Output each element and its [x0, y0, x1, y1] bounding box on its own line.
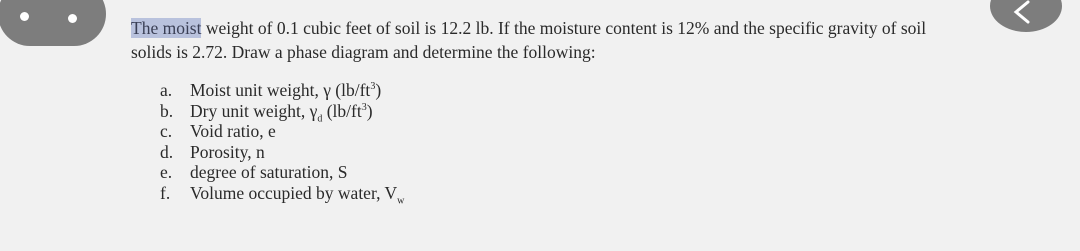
list-item: [160, 121, 404, 142]
item-text: Moist unit weight, γ $(lb/ft^3)$: [190, 80, 382, 100]
item-letter: b.: [160, 100, 174, 121]
list-item: [160, 80, 404, 101]
item-letter: a.: [160, 80, 173, 100]
list-item: [160, 142, 404, 163]
highlighted-text: The moist: [131, 18, 202, 38]
question-list: [160, 80, 405, 206]
list-item: [160, 183, 404, 204]
item-letter: e.: [160, 162, 173, 182]
dot-icon: [68, 14, 77, 23]
item-text: Void ratio, e: [190, 121, 276, 141]
dot-icon: [20, 12, 29, 21]
item-letter: c.: [160, 121, 173, 141]
item-letter: f.: [160, 182, 171, 203]
close-button[interactable]: [990, 0, 1062, 32]
item-text: Porosity, n: [190, 141, 265, 162]
item-text: Dry unit weight, $\gamma_d$ $(lb/ft^3)$: [190, 100, 373, 124]
item-text: degree of saturation, S: [190, 162, 348, 182]
statement-text: weight of 0.1 cubic feet of soil is 12.2 lb. If the moisture content is 12% and the specific gravity of soil solids is 2.72. Draw a phase diagram and determine the following:: [131, 18, 927, 62]
close-icon: [1012, 0, 1032, 24]
problem-statement: [131, 16, 961, 64]
item-text: Volume occupied by water, $V_w$: [190, 182, 405, 206]
item-letter: d.: [160, 141, 174, 162]
more-options-button[interactable]: [0, 0, 106, 46]
list-item: [160, 162, 404, 183]
list-item: [160, 101, 404, 122]
